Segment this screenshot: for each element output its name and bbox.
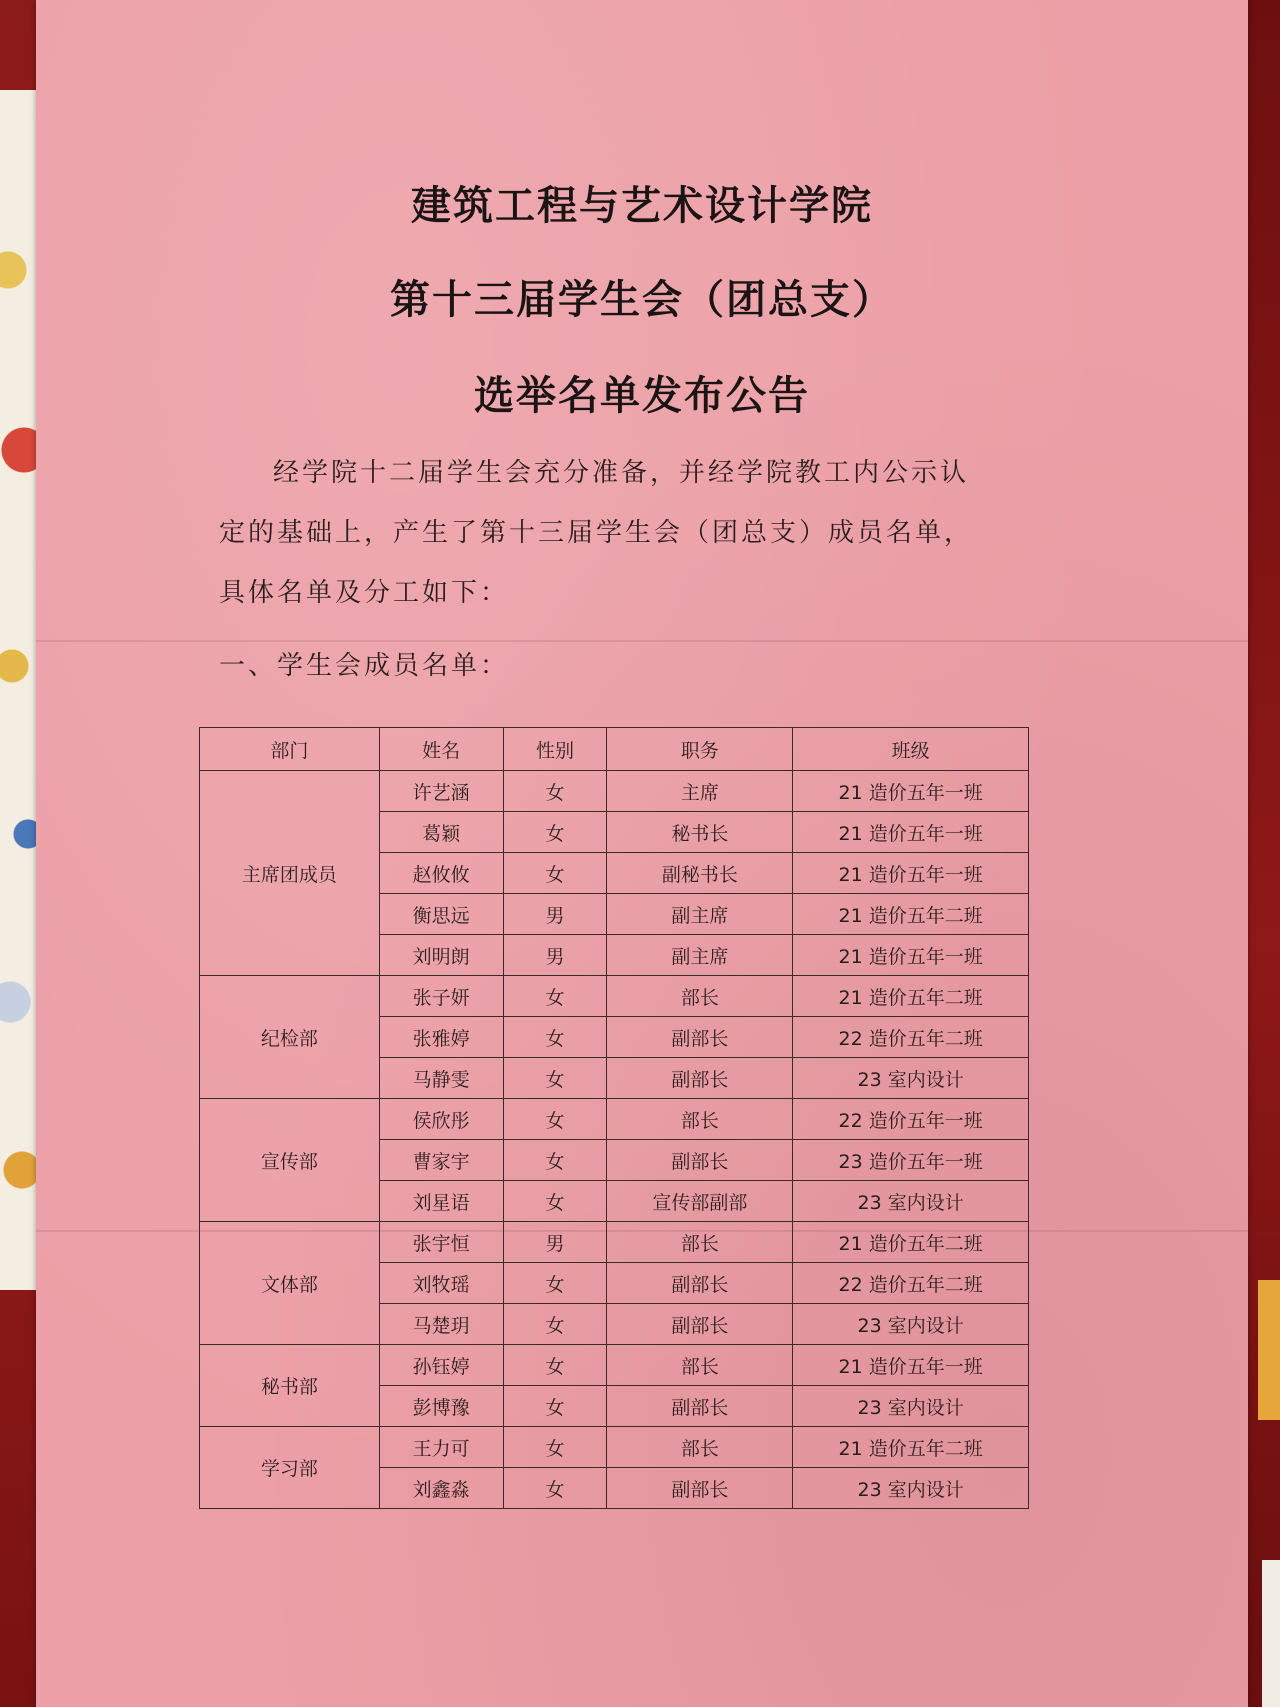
member-name-cell: 王力可: [379, 1427, 503, 1468]
member-name-cell: 刘星语: [379, 1181, 503, 1222]
table-row: [200, 1427, 1029, 1468]
wall-background-right: [1244, 0, 1280, 1707]
table-row: [200, 1099, 1029, 1140]
department-cell: 秘书部: [200, 1345, 380, 1427]
member-name-cell: 曹家宇: [379, 1140, 503, 1181]
member-class-cell: 21 造价五年二班: [793, 894, 1029, 935]
member-gender-cell: 女: [503, 1181, 607, 1222]
notice-title-college: 建筑工程与艺术设计学院: [411, 182, 873, 229]
header-department: 部门: [200, 728, 380, 771]
header-class: 班级: [793, 728, 1029, 771]
notice-title-session: 第十三届学生会（团总支）: [390, 276, 894, 323]
member-name-cell: 刘牧瑶: [379, 1263, 503, 1304]
member-roster-table: [199, 727, 1029, 1509]
member-class-cell: 23 室内设计: [793, 1468, 1029, 1509]
member-role-cell: 副部长: [607, 1263, 793, 1304]
table-row: [200, 976, 1029, 1017]
member-gender-cell: 女: [503, 1263, 607, 1304]
member-name-cell: 孙钰婷: [379, 1345, 503, 1386]
member-gender-cell: 女: [503, 812, 607, 853]
notice-paragraph-line: 经学院十二届学生会充分准备，并经学院教工内公示认: [273, 458, 970, 488]
member-class-cell: 21 造价五年二班: [793, 1222, 1029, 1263]
department-cell: 学习部: [200, 1427, 380, 1509]
member-class-cell: 22 造价五年二班: [793, 1017, 1029, 1058]
member-name-cell: 葛颖: [379, 812, 503, 853]
header-role: 职务: [607, 728, 793, 771]
header-gender: 性别: [503, 728, 607, 771]
member-class-cell: 23 室内设计: [793, 1386, 1029, 1427]
member-gender-cell: 女: [503, 976, 607, 1017]
department-cell: 主席团成员: [200, 771, 380, 976]
member-gender-cell: 女: [503, 853, 607, 894]
member-gender-cell: 女: [503, 1386, 607, 1427]
background-poster-drawing: [0, 90, 40, 1290]
member-gender-cell: 男: [503, 1222, 607, 1263]
member-name-cell: 赵攸攸: [379, 853, 503, 894]
department-cell: 宣传部: [200, 1099, 380, 1222]
background-paper-edge: [1262, 1560, 1280, 1707]
member-class-cell: 23 室内设计: [793, 1304, 1029, 1345]
member-role-cell: 副部长: [607, 1058, 793, 1099]
paper-fold-line: [36, 640, 1248, 642]
header-name: 姓名: [379, 728, 503, 771]
member-role-cell: 副部长: [607, 1140, 793, 1181]
member-class-cell: 22 造价五年二班: [793, 1263, 1029, 1304]
member-role-cell: 部长: [607, 1222, 793, 1263]
member-name-cell: 马楚玥: [379, 1304, 503, 1345]
member-name-cell: 侯欣彤: [379, 1099, 503, 1140]
member-role-cell: 部长: [607, 1427, 793, 1468]
table-row: [200, 1345, 1029, 1386]
member-class-cell: 21 造价五年二班: [793, 976, 1029, 1017]
member-name-cell: 彭博豫: [379, 1386, 503, 1427]
notice-title-announcement: 选举名单发布公告: [474, 372, 810, 419]
member-class-cell: 21 造价五年一班: [793, 935, 1029, 976]
roster-body: [200, 771, 1029, 1509]
member-role-cell: 副部长: [607, 1468, 793, 1509]
member-name-cell: 马静雯: [379, 1058, 503, 1099]
member-class-cell: 21 造价五年一班: [793, 1345, 1029, 1386]
member-role-cell: 部长: [607, 976, 793, 1017]
member-name-cell: 刘明朗: [379, 935, 503, 976]
member-name-cell: 许艺涵: [379, 771, 503, 812]
member-class-cell: 21 造价五年一班: [793, 853, 1029, 894]
member-gender-cell: 女: [503, 1345, 607, 1386]
notice-paragraph-line: 定的基础上，产生了第十三届学生会（团总支）成员名单，: [219, 518, 974, 548]
member-name-cell: 衡思远: [379, 894, 503, 935]
section-heading: 一、学生会成员名单：: [219, 651, 510, 681]
member-role-cell: 副秘书长: [607, 853, 793, 894]
member-gender-cell: 女: [503, 1058, 607, 1099]
member-role-cell: 主席: [607, 771, 793, 812]
member-name-cell: 张雅婷: [379, 1017, 503, 1058]
member-role-cell: 部长: [607, 1099, 793, 1140]
notice-paragraph-line: 具体名单及分工如下：: [219, 578, 510, 608]
member-role-cell: 副主席: [607, 935, 793, 976]
member-name-cell: 刘鑫淼: [379, 1468, 503, 1509]
member-class-cell: 21 造价五年一班: [793, 812, 1029, 853]
table-header-row: [200, 728, 1029, 771]
member-gender-cell: 男: [503, 935, 607, 976]
member-role-cell: 副部长: [607, 1304, 793, 1345]
member-class-cell: 23 造价五年一班: [793, 1140, 1029, 1181]
member-class-cell: 21 造价五年二班: [793, 1427, 1029, 1468]
member-role-cell: 副部长: [607, 1386, 793, 1427]
department-cell: 文体部: [200, 1222, 380, 1345]
member-gender-cell: 女: [503, 771, 607, 812]
notice-paragraph: [219, 443, 1099, 623]
member-role-cell: 副主席: [607, 894, 793, 935]
member-role-cell: 秘书长: [607, 812, 793, 853]
member-name-cell: 张宇恒: [379, 1222, 503, 1263]
member-class-cell: 23 室内设计: [793, 1181, 1029, 1222]
table-row: [200, 1222, 1029, 1263]
member-gender-cell: 女: [503, 1304, 607, 1345]
member-gender-cell: 女: [503, 1140, 607, 1181]
table-row: [200, 771, 1029, 812]
member-gender-cell: 女: [503, 1017, 607, 1058]
member-class-cell: 22 造价五年一班: [793, 1099, 1029, 1140]
member-gender-cell: 男: [503, 894, 607, 935]
member-role-cell: 副部长: [607, 1017, 793, 1058]
member-class-cell: 23 室内设计: [793, 1058, 1029, 1099]
department-cell: 纪检部: [200, 976, 380, 1099]
member-gender-cell: 女: [503, 1427, 607, 1468]
member-role-cell: 部长: [607, 1345, 793, 1386]
member-role-cell: 宣传部副部: [607, 1181, 793, 1222]
member-name-cell: 张子妍: [379, 976, 503, 1017]
member-gender-cell: 女: [503, 1099, 607, 1140]
member-gender-cell: 女: [503, 1468, 607, 1509]
background-accent: [1258, 1280, 1280, 1420]
member-class-cell: 21 造价五年一班: [793, 771, 1029, 812]
